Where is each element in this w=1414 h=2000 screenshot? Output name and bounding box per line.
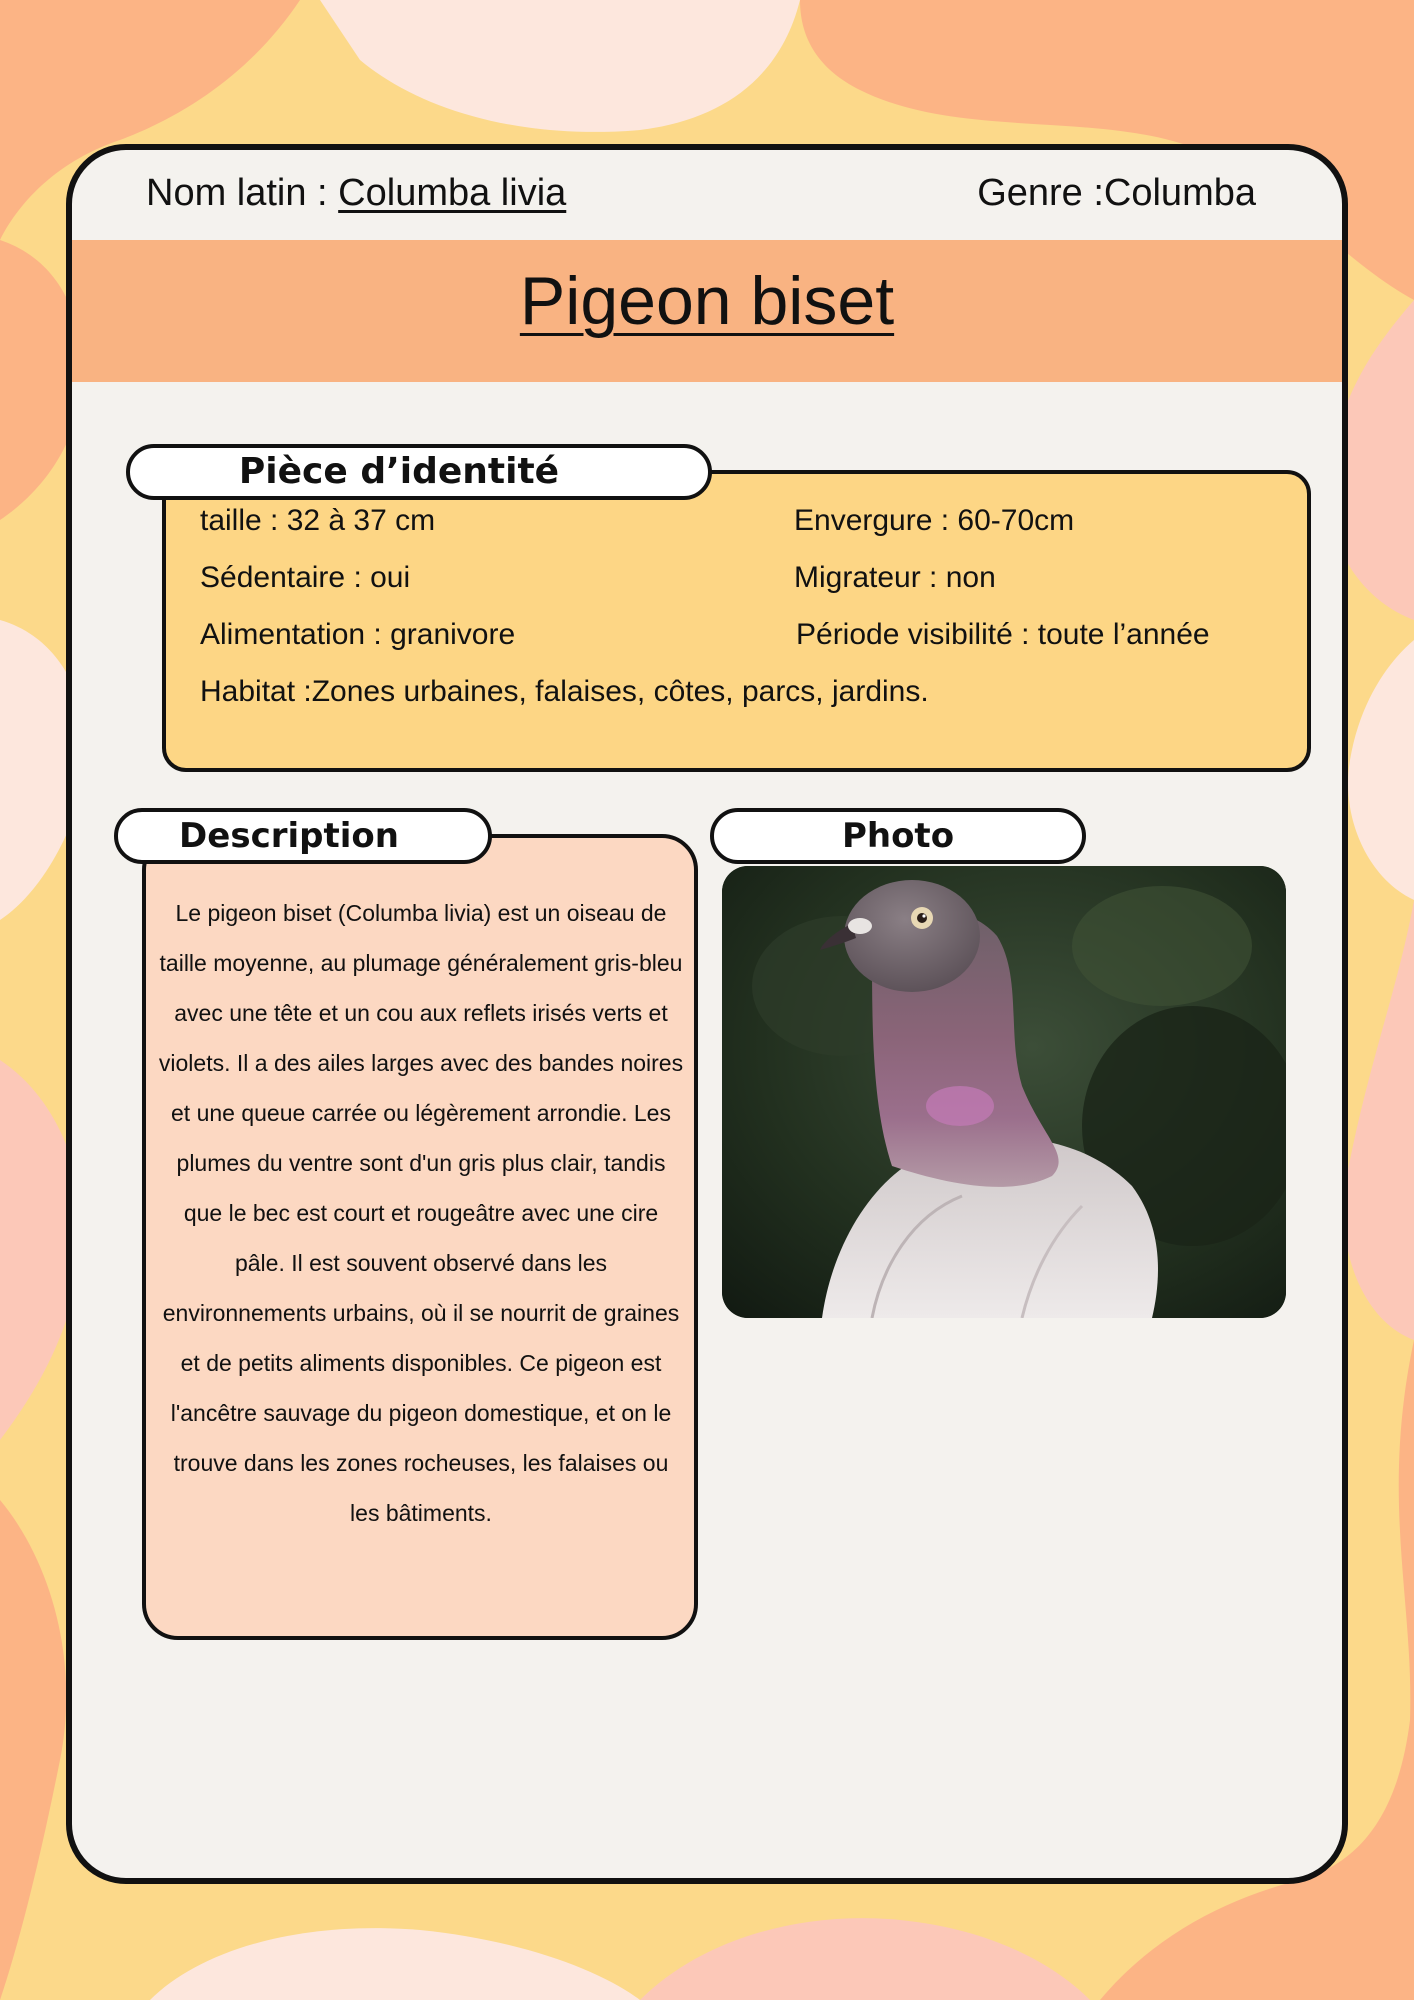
identity-taille: taille : 32 à 37 cm bbox=[200, 504, 436, 537]
pigeon-photo bbox=[722, 866, 1286, 1318]
description-box bbox=[142, 834, 698, 1640]
species-card bbox=[66, 144, 1348, 1884]
page-title: Pigeon biset bbox=[519, 263, 895, 339]
identity-box bbox=[162, 470, 1311, 772]
identity-habitat: Habitat :Zones urbaines, falaises, côtes, parcs, jardins. bbox=[200, 675, 929, 708]
pigeon-illustration bbox=[722, 866, 1286, 1318]
identity-periode: Période visibilité : toute l’année bbox=[796, 618, 1210, 651]
description-heading: Description bbox=[114, 808, 492, 864]
identity-heading: Pièce d’identité bbox=[126, 444, 712, 500]
latin-name-value: Columba livia bbox=[338, 172, 567, 214]
identity-alimentation: Alimentation : granivore bbox=[200, 618, 516, 651]
photo-heading: Photo bbox=[710, 808, 1086, 864]
description-text: Le pigeon biset (Columba livia) est un oiseau de taille moyenne, au plumage généralement gris-bleu avec une tête et un cou aux reflets irisés verts et violets. Il a des ailes larges avec des bandes noires et une queue carrée ou légèrement arrondie. Les plumes du ventre sont d'un gris plus clair, tandis que le bec est court et rougeâtre avec une cire pâle. Il est souvent observé dans les environnements urbains, où il se nourrit de graines et de petits aliments disponibles. Ce pigeon est l'ancêtre sauvage du pigeon domestique, et on le trouve dans les zones rocheuses, les falaises ou les bâtiments. bbox=[158, 900, 684, 1526]
identity-migrateur: Migrateur : non bbox=[794, 561, 996, 594]
genus: Genre :Columba bbox=[977, 172, 1256, 214]
latin-name-label: Nom latin : bbox=[146, 172, 339, 214]
identity-sedentaire: Sédentaire : oui bbox=[200, 561, 411, 594]
identity-envergure: Envergure : 60-70cm bbox=[794, 504, 1075, 537]
latin-name bbox=[146, 172, 566, 215]
title-banner bbox=[72, 240, 1342, 382]
